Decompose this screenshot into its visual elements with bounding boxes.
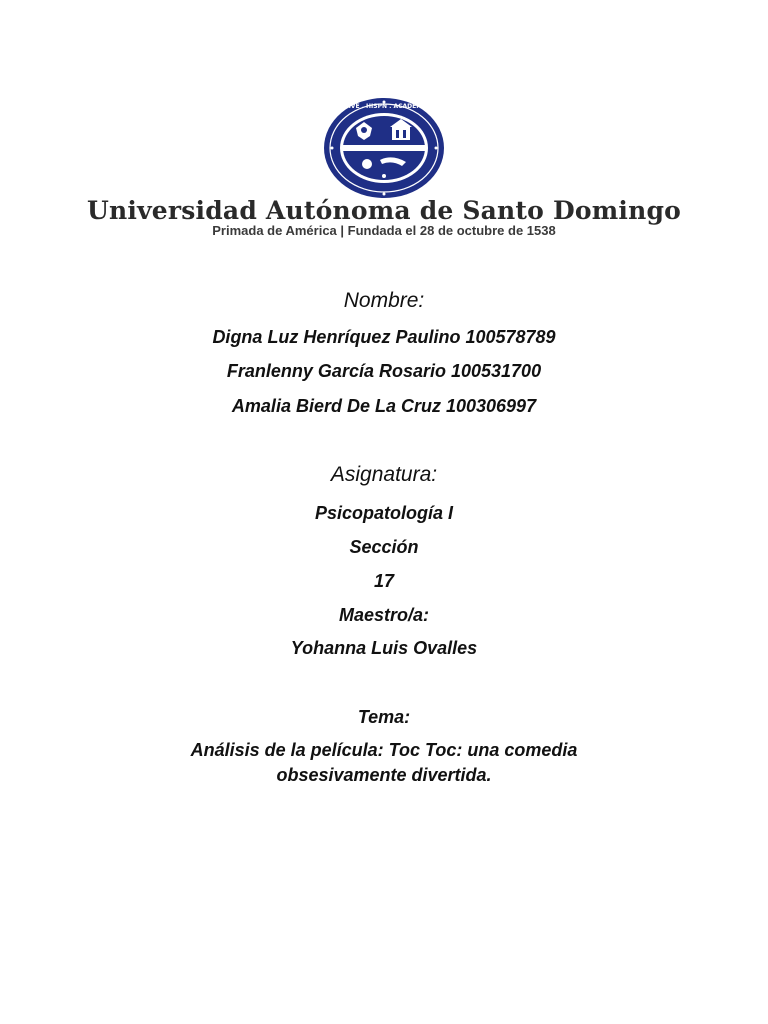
nombre-label: Nombre: — [343, 289, 425, 312]
tema-title — [0, 738, 768, 788]
tema-title-line-1: Análisis de la película: Toc Toc: una comedia — [190, 740, 578, 760]
seal-ring-text: NIVE . HISPN . ACADEMI — [343, 103, 425, 110]
subject-name: Psicopatología I — [314, 503, 454, 523]
section-label: Sección — [349, 537, 419, 557]
student-name-3: Amalia Bierd De La Cruz 100306997 — [231, 396, 537, 416]
university-name: Universidad Autónoma de Santo Domingo — [87, 196, 681, 225]
student-name-1: Digna Luz Henríquez Paulino 100578789 — [212, 327, 556, 347]
university-seal-icon — [322, 96, 446, 200]
tema-label: Tema: — [357, 707, 411, 727]
asignatura-label: Asignatura: — [330, 463, 438, 486]
section-number: 17 — [373, 571, 395, 591]
university-subtitle: Primada de América | Fundada el 28 de octubre de 1538 — [212, 223, 556, 238]
tema-title-line-2: obsesivamente divertida. — [276, 765, 492, 785]
teacher-name: Yohanna Luis Ovalles — [290, 638, 478, 658]
teacher-label: Maestro/a: — [338, 605, 430, 625]
student-name-2: Franlenny García Rosario 100531700 — [226, 361, 542, 381]
